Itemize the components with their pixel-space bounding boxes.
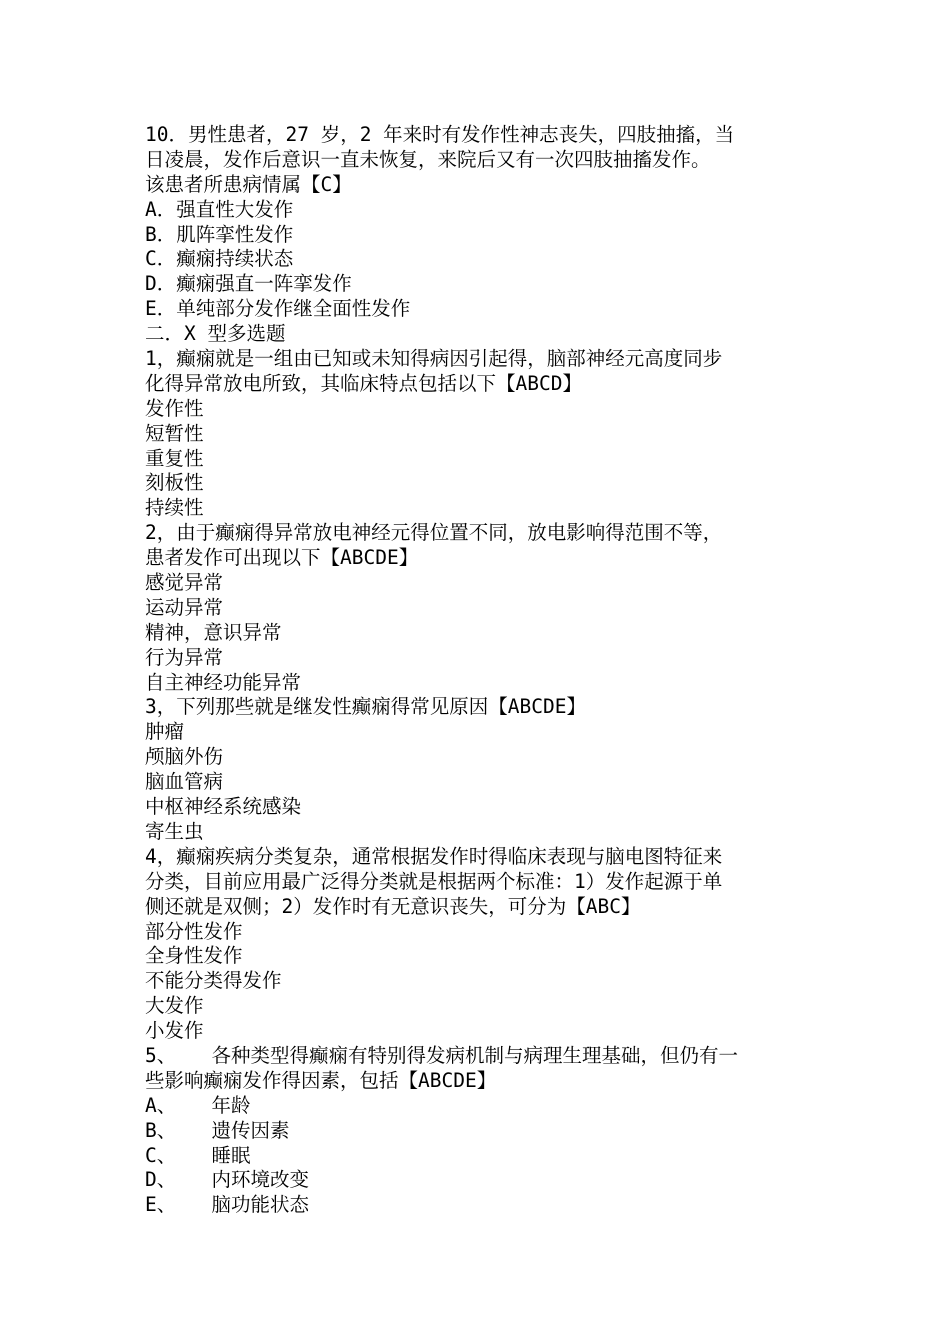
question-4-option: 部分性发作 <box>145 919 243 943</box>
question-4-stem-line-2: 分类，目前应用最广泛得分类就是根据两个标准：1）发作起源于单 <box>145 869 723 893</box>
question-5-option-e: E、 脑功能状态 <box>145 1193 309 1217</box>
question-4-stem-line-3: 侧还就是双侧；2）发作时有无意识丧失，可分为【ABC】 <box>145 894 641 918</box>
question-10-option-a: A．强直性大发作 <box>145 197 294 221</box>
question-1-option: 重复性 <box>145 446 204 470</box>
question-4-stem-line-1: 4，癫痫疾病分类复杂，通常根据发作时得临床表现与脑电图特征来 <box>145 844 723 868</box>
document-body <box>145 123 810 1218</box>
question-5-option-c: C、 睡眠 <box>145 1143 251 1167</box>
question-5-option-b: B、 遗传因素 <box>145 1118 290 1142</box>
question-4-option: 不能分类得发作 <box>145 969 282 993</box>
question-3-option: 中枢神经系统感染 <box>145 795 302 819</box>
question-3-option: 脑血管病 <box>145 770 224 794</box>
question-10-option-c: C．癫痫持续状态 <box>145 247 294 271</box>
question-10-option-d: D．癫痫强直一阵挛发作 <box>145 272 352 296</box>
question-2-option: 运动异常 <box>145 595 224 619</box>
question-10-stem-line-3: 该患者所患病情属【C】 <box>145 172 352 196</box>
question-2-option: 行为异常 <box>145 645 224 669</box>
question-1-option: 发作性 <box>145 396 204 420</box>
question-10-option-e: E．单纯部分发作继全面性发作 <box>145 297 411 321</box>
question-5-stem-line-1: 5、 各种类型得癫痫有特别得发病机制与病理生理基础，但仍有一 <box>145 1043 738 1067</box>
section-heading: 二．X 型多选题 <box>145 322 286 346</box>
question-1-option: 刻板性 <box>145 471 204 495</box>
question-1-stem-line-2: 化得异常放电所致，其临床特点包括以下【ABCD】 <box>145 371 582 395</box>
question-2-option: 感觉异常 <box>145 571 224 595</box>
question-5-option-d: D、 内环境改变 <box>145 1168 309 1192</box>
question-1-option: 短暂性 <box>145 421 204 445</box>
question-2-stem-line-1: 2，由于癫痫得异常放电神经元得位置不同，放电影响得范围不等， <box>145 521 723 545</box>
question-3-stem: 3，下列那些就是继发性癫痫得常见原因【ABCDE】 <box>145 695 586 719</box>
question-3-option: 寄生虫 <box>145 819 204 843</box>
question-10-stem-line-1: 10．男性患者，27 岁，2 年来时有发作性神志丧失，四肢抽搐，当 <box>145 123 735 146</box>
question-1-stem-line-1: 1，癫痫就是一组由已知或未知得病因引起得，脑部神经元高度同步 <box>145 347 723 371</box>
question-2-option: 精神，意识异常 <box>145 620 282 644</box>
question-4-option: 小发作 <box>145 1019 204 1043</box>
question-3-option: 颅脑外伤 <box>145 745 224 769</box>
question-2-stem-line-2: 患者发作可出现以下【ABCDE】 <box>145 546 419 570</box>
question-4-option: 大发作 <box>145 994 204 1018</box>
question-4-option: 全身性发作 <box>145 944 243 968</box>
question-10-option-b: B．肌阵挛性发作 <box>145 222 294 246</box>
question-5-stem-line-2: 些影响癫痫发作得因素，包括【ABCDE】 <box>145 1068 497 1092</box>
question-2-option: 自主神经功能异常 <box>145 670 302 694</box>
question-3-option: 肿瘤 <box>145 720 185 744</box>
question-1-option: 持续性 <box>145 496 204 520</box>
question-5-option-a: A、 年龄 <box>145 1093 251 1117</box>
question-10-stem-line-2: 日凌晨，发作后意识一直未恢复，来院后又有一次四肢抽搐发作。 <box>145 147 711 171</box>
